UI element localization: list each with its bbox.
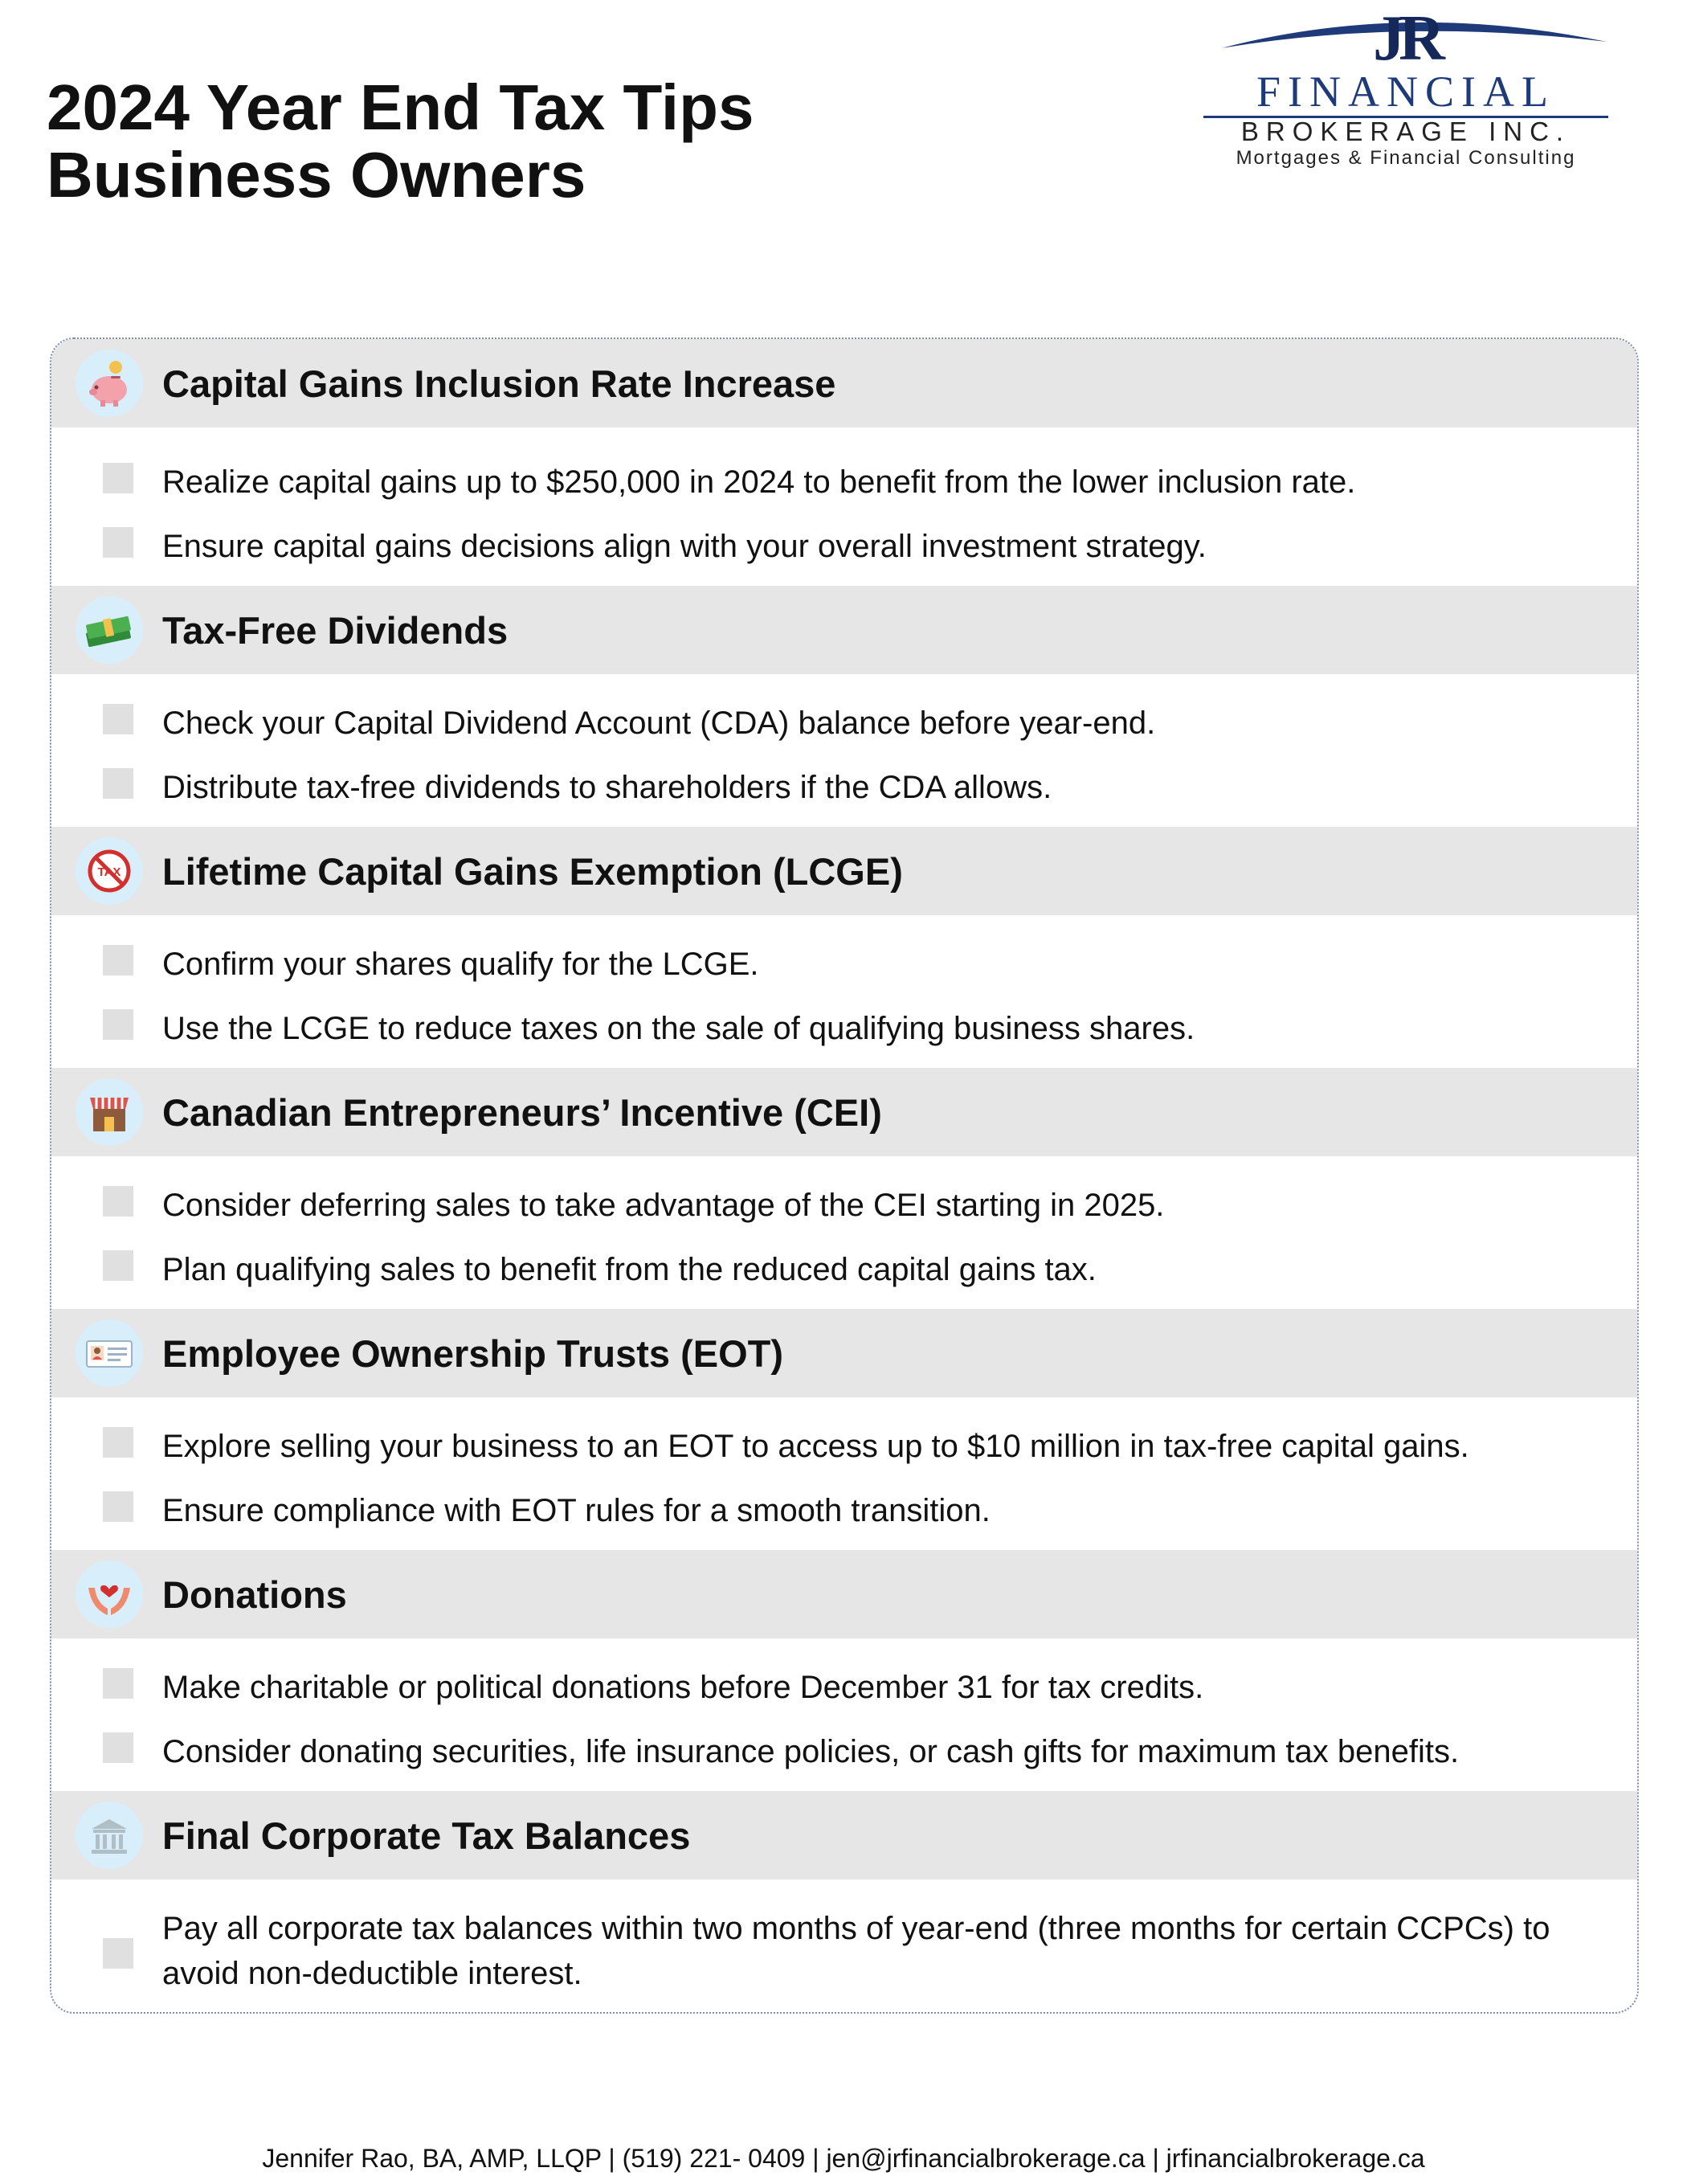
checklist-item-text: Consider deferring sales to take advantage of the CEI starting in 2025.: [162, 1188, 1165, 1223]
section-header-donations: [51, 1550, 1637, 1638]
page-title-line-2: Business Owners: [47, 139, 586, 211]
checkbox[interactable]: [103, 1186, 133, 1217]
checkbox[interactable]: [103, 1427, 133, 1458]
no-tax-icon: [76, 837, 143, 905]
checklist-item-text: Confirm your shares qualify for the LCGE.: [162, 947, 759, 982]
checkbox[interactable]: [103, 1250, 133, 1281]
company-logo: [1189, 3, 1623, 169]
checklist-item-text: Distribute tax-free dividends to shareholders if the CDA allows.: [162, 770, 1052, 805]
section-title: Donations: [162, 1573, 347, 1616]
checklist-item-text: Pay all corporate tax balances within two months of year-end (three months for certain CCPCs) to avoid non-deductible interest.: [162, 1911, 1550, 1991]
section-header-capital-gains: [51, 339, 1637, 427]
heart-hands-icon: [76, 1560, 143, 1628]
section-header-corporate-tax: [51, 1791, 1637, 1879]
checkbox[interactable]: [103, 1732, 133, 1763]
checklist-item-text: Ensure capital gains decisions align with your overall investment strategy.: [162, 529, 1207, 564]
checklist-item-text: Realize capital gains up to $250,000 in 2024 to benefit from the lower inclusion rate.: [162, 464, 1356, 500]
id-card-icon: [76, 1319, 143, 1387]
page-title: [47, 74, 754, 209]
checklist-item-text: Make charitable or political donations before December 31 for tax credits.: [162, 1670, 1204, 1705]
checkbox[interactable]: [103, 1668, 133, 1699]
section-title: Final Corporate Tax Balances: [162, 1814, 691, 1857]
bank-building-icon: [76, 1802, 143, 1869]
page-title-line-1: 2024 Year End Tax Tips: [47, 72, 754, 143]
checkbox[interactable]: [103, 768, 133, 799]
footer-contact: Jennifer Rao, BA, AMP, LLQP | (519) 221- 0409 | jen@jrfinancialbrokerage.ca | jrfinancialbrokerage.ca: [262, 2144, 1425, 2173]
logo-brokerage-text: BROKERAGE INC.: [1240, 117, 1571, 146]
logo-monogram: JR: [1373, 3, 1439, 74]
section-header-eot: [51, 1309, 1637, 1397]
storefront-icon: [76, 1078, 143, 1146]
money-stack-icon: [76, 596, 143, 664]
checklist-item-text: Plan qualifying sales to benefit from the reduced capital gains tax.: [162, 1252, 1097, 1287]
checklist-card: [50, 337, 1639, 2014]
checklist-item-text: Use the LCGE to reduce taxes on the sale of qualifying business shares.: [162, 1011, 1195, 1046]
checklist-item-text: Explore selling your business to an EOT to access up to $10 million in tax-free capital gains.: [162, 1429, 1469, 1464]
checklist-item-text: Check your Capital Dividend Account (CDA) balance before year-end.: [162, 706, 1156, 741]
section-title: Tax-Free Dividends: [162, 609, 509, 652]
checkbox[interactable]: [103, 1491, 133, 1522]
logo-tagline: Mortgages & Financial Consulting: [1236, 147, 1576, 169]
section-title: Employee Ownership Trusts (EOT): [162, 1332, 784, 1375]
section-title: Lifetime Capital Gains Exemption (LCGE): [162, 850, 903, 893]
piggy-bank-icon: [76, 350, 143, 417]
checklist-item-text: Consider donating securities, life insurance policies, or cash gifts for maximum tax benefits.: [162, 1734, 1460, 1769]
no-tax-icon-label: TAX: [97, 865, 121, 879]
checkbox[interactable]: [103, 1009, 133, 1040]
section-title: Canadian Entrepreneurs’ Incentive (CEI): [162, 1091, 882, 1134]
section-header-tax-free-dividends: [51, 586, 1637, 674]
checkbox[interactable]: [103, 1938, 133, 1969]
checkbox[interactable]: [103, 945, 133, 975]
section-header-lcge: [51, 827, 1637, 915]
checkbox[interactable]: [103, 463, 133, 493]
section-header-cei: [51, 1068, 1637, 1156]
logo-financial-text: FINANCIAL: [1256, 67, 1555, 116]
checklist-item-text: Ensure compliance with EOT rules for a smooth transition.: [162, 1493, 991, 1528]
section-title: Capital Gains Inclusion Rate Increase: [162, 362, 836, 405]
checkbox[interactable]: [103, 704, 133, 734]
checkbox[interactable]: [103, 527, 133, 558]
